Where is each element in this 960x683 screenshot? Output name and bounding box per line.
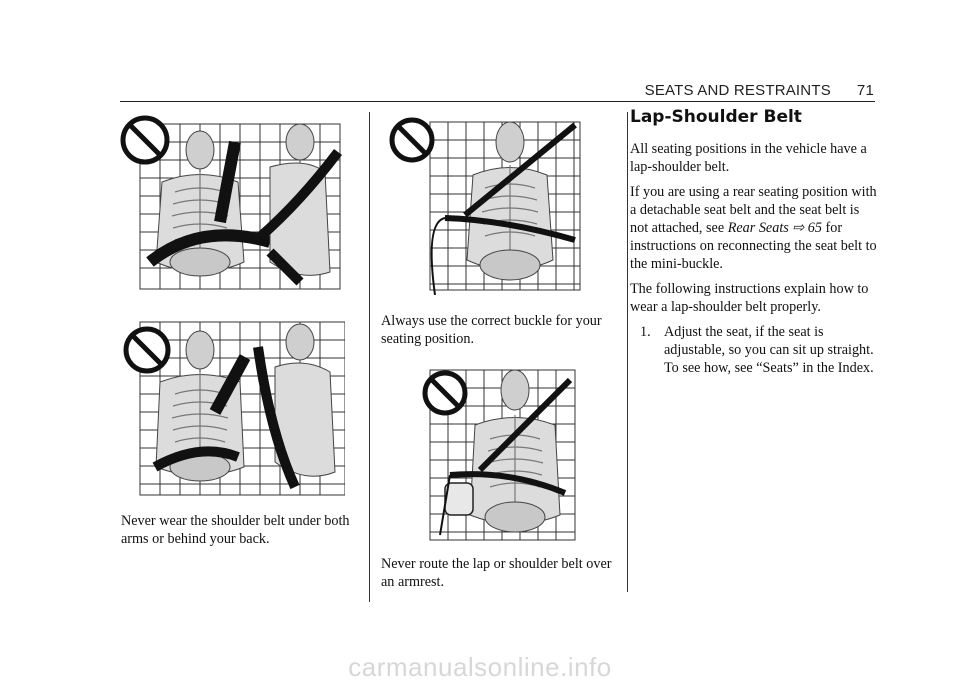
prohibition-icon bbox=[126, 329, 168, 371]
rear-seats-link[interactable]: Rear Seats bbox=[727, 220, 789, 236]
step-number: 1. bbox=[640, 324, 651, 340]
paragraph-1: All seating positions in the vehicle have a lap-shoulder belt. bbox=[630, 141, 867, 175]
wrong-buckle-illustration bbox=[385, 110, 585, 295]
paragraph-2 bbox=[630, 183, 880, 273]
page-reference[interactable]: ⇨ 65 bbox=[792, 220, 822, 236]
column-divider-2 bbox=[627, 112, 628, 592]
step-1 bbox=[640, 323, 880, 377]
prohibition-icon bbox=[425, 373, 465, 413]
section-title: SEATS AND RESTRAINTS bbox=[644, 82, 831, 99]
page-number: 71 bbox=[856, 82, 874, 99]
body-text bbox=[630, 140, 880, 377]
caption-correct-buckle: Always use the correct buckle for your seating position. bbox=[381, 313, 602, 347]
belt-under-arms-illustration bbox=[120, 112, 345, 292]
armrest-routing-illustration bbox=[420, 365, 580, 543]
paragraph-3: The following instructions explain how to wear a lap-shoulder belt properly. bbox=[630, 281, 869, 315]
paragraph-2-text-a: If you are using a rear seating position with a detachable seat belt and the seat belt is not attached, see bbox=[630, 184, 877, 236]
belt-behind-back-illustration bbox=[120, 312, 345, 497]
section-heading: Lap-Shoulder Belt bbox=[630, 107, 802, 127]
column-divider-1 bbox=[369, 112, 370, 602]
step-text: Adjust the seat, if the seat is adjustable, so you can sit up straight. To see how, see “Seats” in the Index. bbox=[664, 324, 874, 376]
caption-arms-back: Never wear the shoulder belt under both arms or behind your back. bbox=[121, 513, 350, 547]
watermark: carmanualsonline.info bbox=[348, 652, 612, 682]
paragraph-2-text-b: for instructions on reconnecting the seat belt to the mini-buckle. bbox=[630, 220, 877, 272]
prohibition-icon bbox=[123, 118, 167, 162]
header-rule bbox=[120, 101, 875, 102]
prohibition-icon bbox=[392, 120, 432, 160]
running-header bbox=[645, 82, 874, 99]
caption-armrest: Never route the lap or shoulder belt over an armrest. bbox=[381, 556, 612, 590]
